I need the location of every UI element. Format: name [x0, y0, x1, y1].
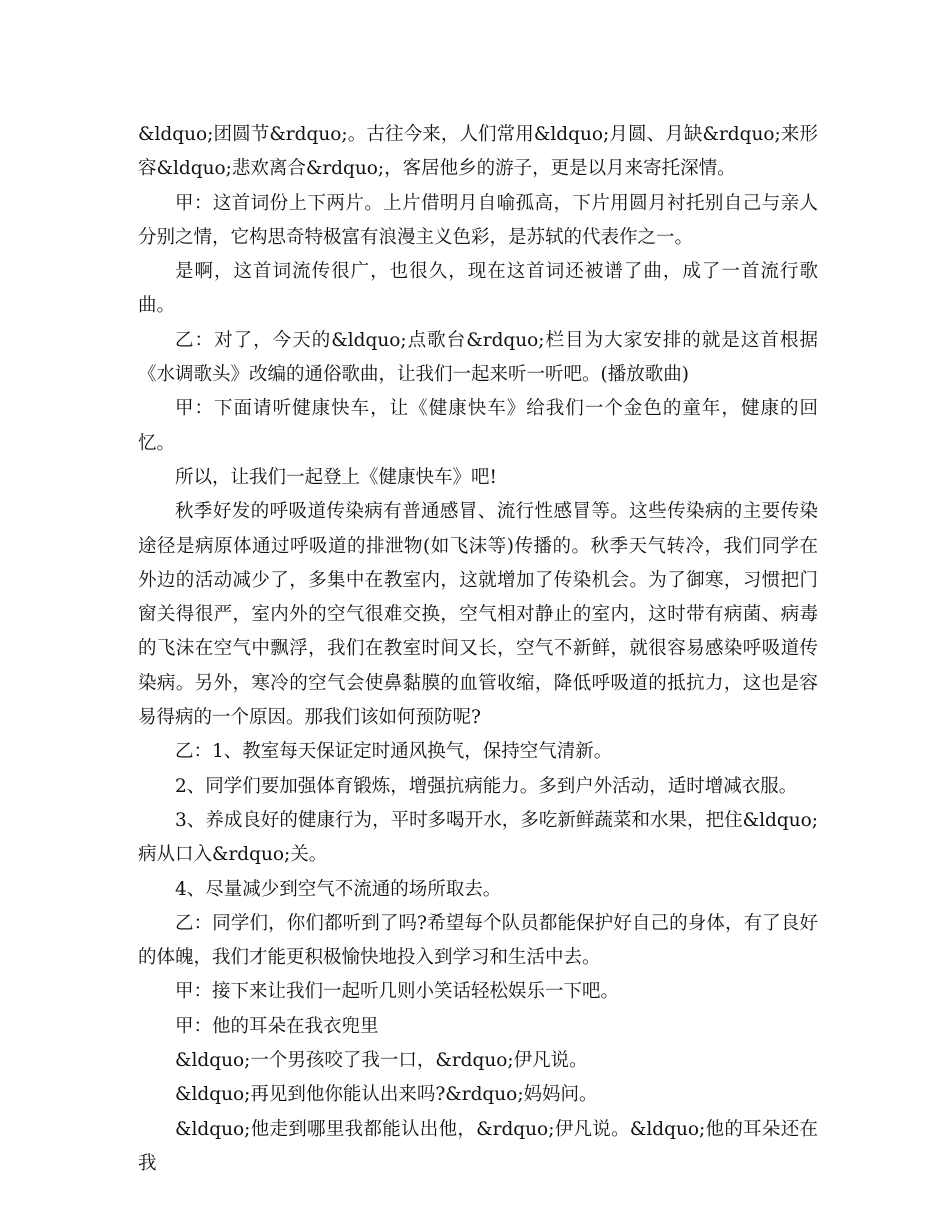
paragraph-3: 是啊，这首词流传很广，也很久，现在这首词还被谱了曲，成了一首流行歌曲。	[138, 261, 818, 317]
document-body	[138, 118, 818, 1181]
paragraph-1: &ldquo;团圆节&rdquo;。古往今来，人们常用&ldquo;月圆、月缺&rdquo;来形容&ldquo;悲欢离合&rdquo;，客居他乡的游子，更是以月来寄托深情。	[138, 124, 818, 180]
paragraph-9: 2、同学们要加强体育锻炼，增强抗病能力。多到户外活动，适时增减衣服。	[175, 775, 798, 797]
paragraph-2: 甲：这首词份上下两片。上片借明月自喻孤高，下片用圆月衬托别自己与亲人分别之情，它构思奇特极富有浪漫主义色彩，是苏轼的代表作之一。	[138, 192, 818, 248]
paragraph-11: 4、尽量减少到空气不流通的场所取去。	[175, 878, 502, 900]
paragraph-15: &ldquo;一个男孩咬了我一口，&rdquo;伊凡说。	[175, 1050, 588, 1072]
paragraph-10: 3、养成良好的健康行为，平时多喝开水，多吃新鲜蔬菜和水果，把住&ldquo;病从口入&rdquo;关。	[138, 809, 818, 866]
paragraph-13: 甲：接下来让我们一起听几则小笑话轻松娱乐一下吧。	[175, 981, 620, 1003]
paragraph-7: 秋季好发的呼吸道传染病有普通感冒、流行性感冒等。这些传染病的主要传染途径是病原体通过呼吸道的排泄物(如飞沫等)传播的。秋季天气转冷，我们同学在外边的活动减少了，多集中在教室内，这就增加了传染机会。为了御寒，习惯把门窗关得很严，室内外的空气很难交换，空气相对静止的室内，这时带有病菌、病毒的飞沫在空气中飘浮，我们在教室时间又长，空气不新鲜，就很容易感染呼吸道传染病。另外，寒冷的空气会使鼻黏膜的血管收缩，降低呼吸道的抵抗力，这也是容易得病的一个原因。那我们该如何预防呢?	[138, 501, 818, 729]
paragraph-6: 所以，让我们一起登上《健康快车》吧!	[175, 466, 497, 488]
paragraph-16: &ldquo;再见到他你能认出来吗?&rdquo;妈妈问。	[175, 1084, 598, 1106]
paragraph-17: &ldquo;他走到哪里我都能认出他，&rdquo;伊凡说。&ldquo;他的耳朵还在我	[138, 1118, 818, 1174]
paragraph-5: 甲：下面请听健康快车，让《健康快车》给我们一个金色的童年，健康的回忆。	[138, 398, 818, 454]
paragraph-4: 乙：对了，今天的&ldquo;点歌台&rdquo;栏目为大家安排的就是这首根据《水调歌头》改编的通俗歌曲，让我们一起来听一听吧。(播放歌曲)	[138, 329, 818, 386]
paragraph-14: 甲：他的耳朵在我衣兜里	[175, 1015, 379, 1037]
paragraph-8: 乙：1、教室每天保证定时通风换气，保持空气清新。	[175, 741, 613, 763]
paragraph-12: 乙：同学们，你们都听到了吗?希望每个队员都能保护好自己的身体，有了良好的体魄，我们才能更积极愉快地投入到学习和生活中去。	[138, 912, 818, 969]
